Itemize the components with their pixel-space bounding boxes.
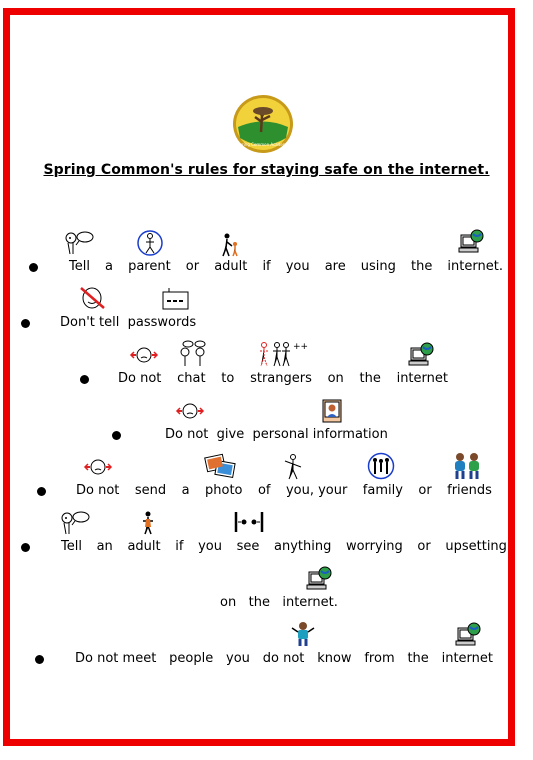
bullet [29, 263, 38, 272]
negative-face-icon [176, 399, 204, 427]
friends-icon [451, 452, 483, 484]
see-icon [233, 510, 265, 538]
rule-text: Do not chat to strangers on the internet [118, 371, 448, 386]
computer-globe-icon [306, 566, 332, 596]
rule-text: Do not send a photo of you, your family or friends [76, 483, 492, 498]
rule-text: Do not give personal information [165, 427, 388, 442]
speech-bubble-icon [60, 510, 90, 540]
rule-text: Tell an adult if you see anything worrying or upsetting [61, 539, 507, 554]
chat-people-icon [178, 340, 208, 372]
rule-text: Tell a parent or adult if you are using the internet. [69, 259, 503, 274]
dont-talk-icon [78, 284, 108, 316]
person-circle-icon [135, 229, 165, 261]
password-card-icon [161, 287, 191, 315]
svg-text:++: ++ [293, 342, 309, 352]
svg-text:Spring Common Academy: Spring Common Academy [236, 142, 290, 147]
you-icon [279, 453, 307, 485]
meet-person-icon [289, 621, 317, 651]
bullet [35, 655, 44, 664]
strangers-icon [257, 340, 309, 372]
adult-icon [136, 510, 160, 540]
rule-text: Do not meet people you do not know from the internet [75, 651, 493, 666]
bullet [21, 319, 30, 328]
photos-icon [204, 452, 238, 484]
parent-child-icon [218, 232, 244, 262]
negative-face-icon [84, 455, 112, 483]
computer-globe-icon [458, 229, 484, 259]
bullet [112, 431, 121, 440]
bullet [80, 375, 89, 384]
school-logo [232, 94, 294, 154]
speech-bubble-icon [64, 230, 94, 260]
family-icon [366, 452, 396, 484]
bullet [37, 487, 46, 496]
rule-text-continued: on the internet. [220, 595, 338, 610]
bullet [21, 543, 30, 552]
computer-globe-icon [408, 342, 434, 372]
personal-photo-icon [320, 397, 346, 429]
page-title: Spring Common's rules for staying safe on the internet. [43, 162, 490, 178]
rule-text: Don't tell passwords [60, 315, 197, 330]
negative-face-icon [130, 343, 158, 371]
computer-globe-icon [455, 622, 481, 652]
